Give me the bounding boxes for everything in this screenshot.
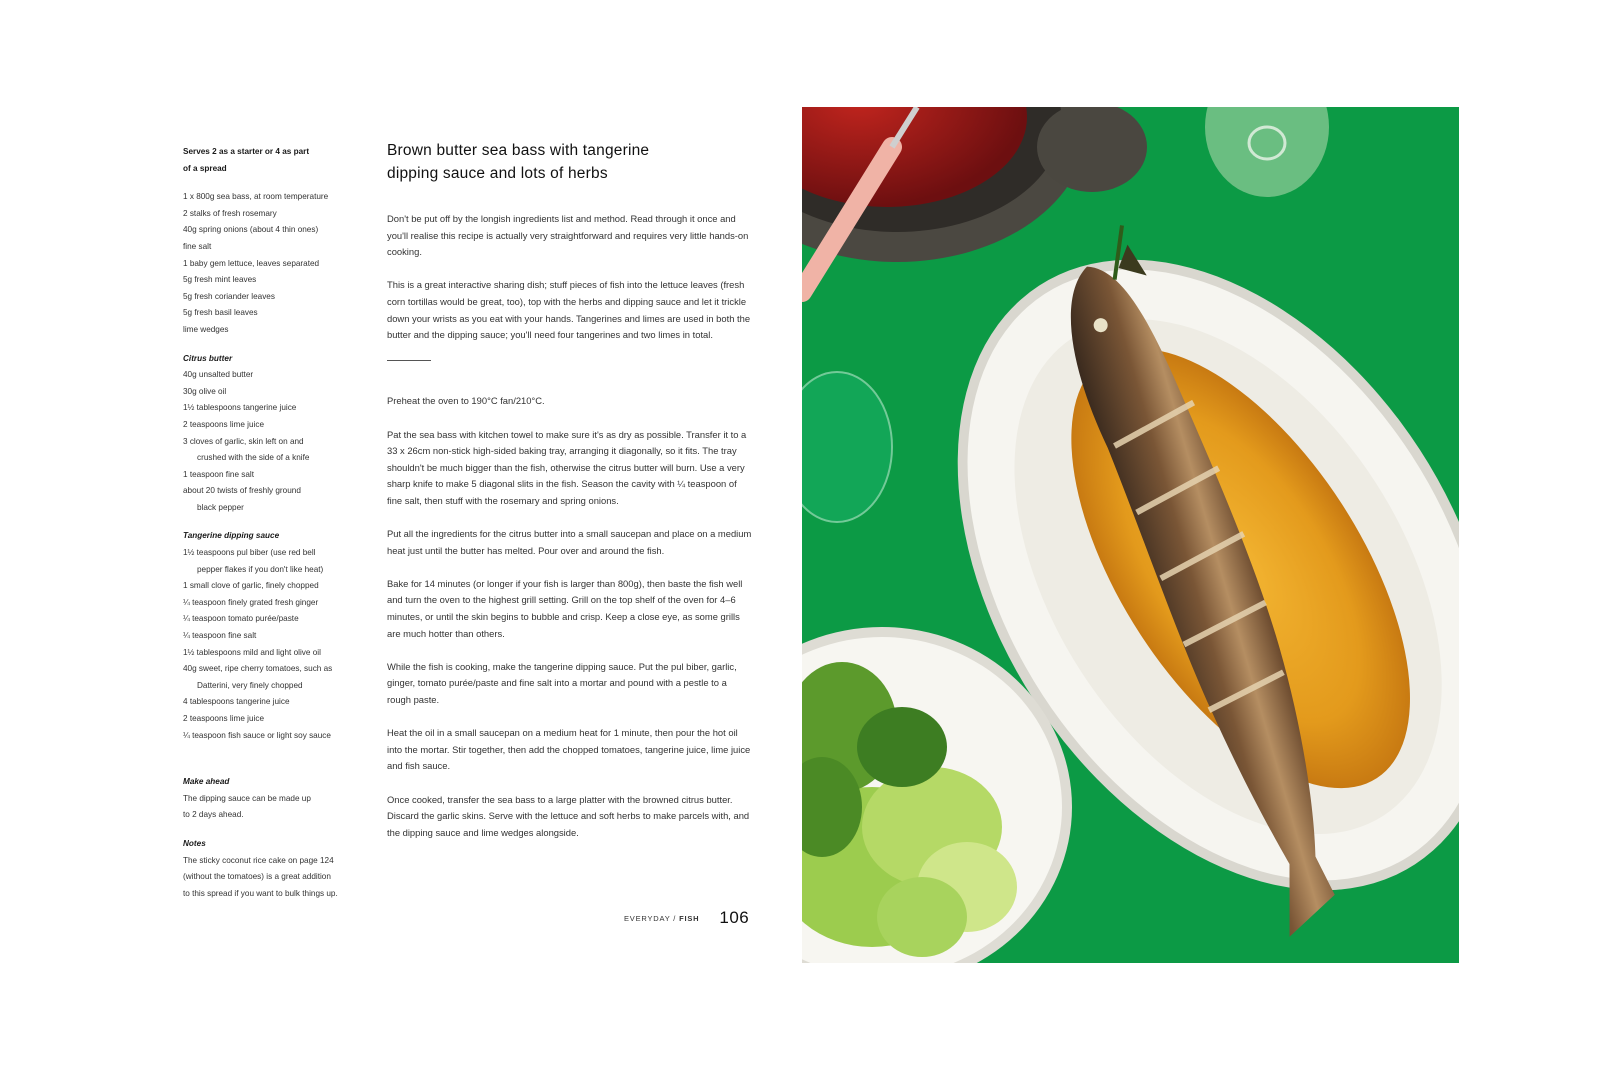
method-step: Once cooked, transfer the sea bass to a large platter with the browned citrus butter. Discard the garlic skins. Serve with the lettuce and soft herbs to make parcels with, and the dipping sauce and lime wedges alongside.: [387, 793, 750, 838]
ingredient-list: [183, 189, 358, 338]
ingredient: 2 teaspoons lime juice: [183, 419, 265, 429]
method-step: Heat the oil in a small saucepan on a medium heat for 1 minute, then pour the hot oil into the mortar. Stir together, then add the chopped tomatoes, tangerine juice, lime juice and fish sauce.: [387, 727, 751, 772]
method-step: Preheat the oven to 190°C fan/210°C.: [387, 395, 545, 407]
ingredient: 5g fresh mint leaves: [183, 275, 257, 285]
ingredient: 1 x 800g sea bass, at room temperature: [183, 192, 329, 202]
ingredient: about 20 twists of freshly ground: [183, 486, 301, 496]
ingredient: 2 stalks of fresh rosemary: [183, 208, 277, 218]
recipe-title-line: dipping sauce and lots of herbs: [387, 164, 608, 182]
page-footer: [624, 908, 754, 928]
recipe-title: [387, 140, 753, 185]
serves-line: Serves 2 as a starter or 4 as part: [183, 147, 310, 156]
notes-text: to this spread if you want to bulk things up.: [183, 888, 338, 898]
citrus-butter-list: [183, 367, 358, 516]
ingredient: fine salt: [183, 241, 212, 251]
ingredient: ¼ teaspoon fine salt: [183, 631, 257, 641]
ingredient: ¼ teaspoon fish sauce or light soy sauce: [183, 730, 331, 740]
ingredient: 4 tablespoons tangerine juice: [183, 697, 290, 707]
ingredient: 3 cloves of garlic, skin left on and: [183, 436, 304, 446]
dipping-sauce-heading: Tangerine dipping sauce: [183, 531, 280, 541]
make-ahead-text: to 2 days ahead.: [183, 810, 244, 820]
notes-text: The sticky coconut rice cake on page 124: [183, 855, 334, 865]
sea-bass-photo-illustration: [802, 107, 1459, 963]
ingredient: Datterini, very finely chopped: [197, 680, 303, 690]
running-footer: [624, 914, 699, 923]
ingredients-sidebar: [183, 144, 358, 902]
section-label: EVERYDAY /: [624, 913, 677, 923]
intro-paragraph: Don't be put off by the longish ingredients list and method. Read through it once and you'll realise this recipe is actually very straightforward and requires very little hands-on cooking.: [387, 213, 749, 258]
method-step: Bake for 14 minutes (or longer if your fish is larger than 800g), then baste the fish well and turn the oven to the highest grill setting. Grill on the top shelf of the oven for 4–6 minutes, or until the skin begins to bubble and crisp. Keep a close eye, as some grills are much hotter than others.: [387, 577, 743, 639]
dipping-sauce-list: [183, 545, 358, 744]
method-step: While the fish is cooking, make the tangerine dipping sauce. Put the pul biber, garlic, ginger, tomato purée/paste and fine salt into a mortar and pound with a pestle to a rough paste.: [387, 660, 737, 706]
ingredient: 5g fresh basil leaves: [183, 308, 258, 318]
method-step: Put all the ingredients for the citrus butter into a small saucepan and place on a medium heat just until the butter has melted. Pour over and around the fish.: [387, 528, 752, 556]
intro-paragraph: This is a great interactive sharing dish; stuff pieces of fish into the lettuce leaves (fresh corn tortillas would be great, too), top with the herbs and dipping sauce and let it trickle down your wrists as you eat with your hands. Tangerines and limes are used in both the butter and the dipping sauce; you'll need four tangerines and two limes in total.: [387, 279, 751, 341]
recipe-body: [387, 140, 753, 858]
make-ahead-text: The dipping sauce can be made up: [183, 793, 311, 803]
citrus-butter-heading: Citrus butter: [183, 353, 233, 363]
serves-line: of a spread: [183, 163, 227, 173]
ingredient: 1½ teaspoons pul biber (use red bell: [183, 548, 316, 558]
ingredient: 5g fresh coriander leaves: [183, 291, 275, 301]
ingredient: 40g spring onions (about 4 thin ones): [183, 225, 319, 235]
page-number: 106: [719, 908, 750, 927]
ingredient: 40g unsalted butter: [183, 370, 254, 380]
recipe-title-line: Brown butter sea bass with tangerine: [387, 142, 650, 159]
ingredient: black pepper: [197, 502, 244, 512]
ingredient: 1½ tablespoons tangerine juice: [183, 403, 297, 413]
ingredient: ¼ teaspoon finely grated fresh ginger: [183, 597, 319, 607]
method-step: Pat the sea bass with kitchen towel to make sure it's as dry as possible. Transfer it to a 33 x 26cm non-stick high-sided baking tray, arranging it diagonally, so it fits. The tray shouldn't be much bigger than the fish, otherwise the citrus butter will burn. Use a very sharp knife to make 5 diagonal slits in the fish. Season the cavity with ¼ teaspoon of fine salt, then stuff with the rosemary and spring onions.: [387, 428, 747, 506]
ingredient: 1 small clove of garlic, finely chopped: [183, 581, 319, 591]
ingredient: 2 teaspoons lime juice: [183, 714, 265, 723]
ingredient: lime wedges: [183, 324, 229, 334]
chapter-label: FISH: [679, 913, 700, 923]
ingredient: 30g olive oil: [183, 386, 227, 396]
notes-text: (without the tomatoes) is a great addition: [183, 872, 331, 882]
make-ahead-heading: Make ahead: [183, 777, 230, 787]
ingredient: 1½ tablespoons mild and light olive oil: [183, 647, 321, 657]
divider: [387, 360, 431, 361]
ingredient: 1 teaspoon fine salt: [183, 469, 255, 479]
ingredient: ¼ teaspoon tomato purée/paste: [183, 614, 299, 624]
ingredient: 40g sweet, ripe cherry tomatoes, such as: [183, 664, 333, 674]
ingredient: 1 baby gem lettuce, leaves separated: [183, 258, 320, 268]
notes-heading: Notes: [183, 838, 206, 848]
food-photo: [802, 107, 1459, 963]
ingredient: crushed with the side of a knife: [197, 453, 310, 463]
ingredient: pepper flakes if you don't like heat): [197, 564, 324, 574]
